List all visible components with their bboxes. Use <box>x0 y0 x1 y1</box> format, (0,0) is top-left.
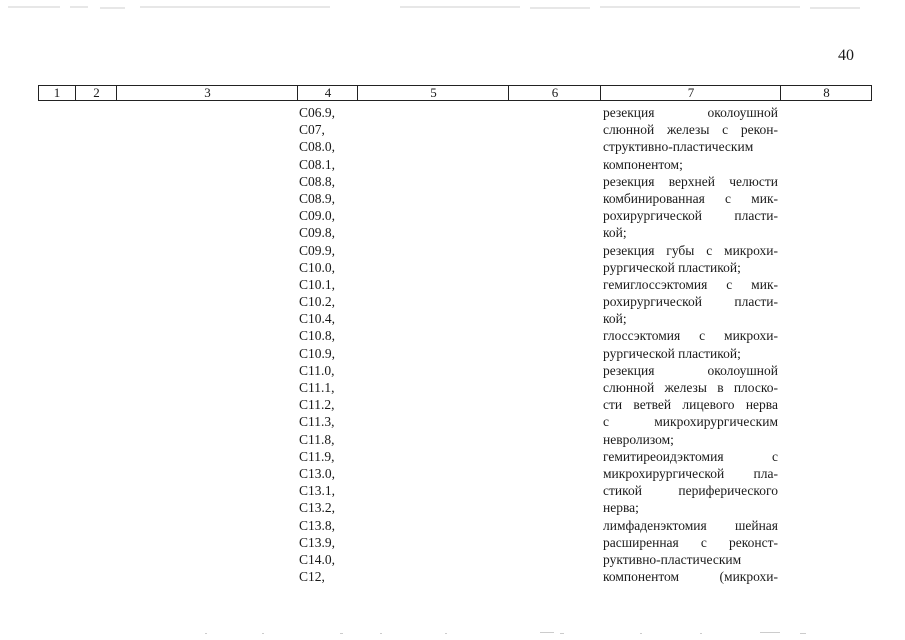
treatment-text-line: невролизом; <box>603 431 674 447</box>
icd-code: C10.2, <box>299 294 336 310</box>
icd-code: C08.8, <box>299 173 336 189</box>
treatment-text-line: рохирургической пласти- <box>603 208 778 224</box>
icd-code: C09.9, <box>299 242 336 258</box>
icd-code: C11.9, <box>299 448 335 464</box>
icd-code: C07, <box>299 122 325 138</box>
icd-code: C11.3, <box>299 414 335 430</box>
treatment-text-line: рохирургической пласти- <box>603 294 778 310</box>
treatment-text-line: стикой периферического <box>603 483 778 499</box>
icd-code: C09.8, <box>299 225 336 241</box>
icd-code: C08.0, <box>299 139 336 155</box>
treatment-text-line: руктивно-пластическим <box>603 551 742 567</box>
header-cell-8: 8 <box>823 85 830 100</box>
icd-code: C14.0, <box>299 551 336 567</box>
header-cell-6: 6 <box>551 85 559 100</box>
treatment-text-line: слюнной железы в плоско- <box>603 380 778 395</box>
treatment-text-line: глоссэктомия с микрохи- <box>603 328 778 344</box>
treatment-text-line: расширенная с реконст- <box>603 534 778 550</box>
icd-code: C10.1, <box>299 276 336 292</box>
icd-code-column <box>299 104 335 585</box>
scan-artifact-bottom <box>0 626 905 640</box>
icd-code: C09.0, <box>299 208 336 224</box>
treatment-text-line: микрохирургической пла- <box>603 465 778 481</box>
icd-code: C08.9, <box>299 190 336 206</box>
treatment-text-line: сти ветвей лицевого нерва <box>603 397 778 413</box>
treatment-text-line: рургической пластикой; <box>603 345 741 361</box>
icd-code: C11.1, <box>299 380 335 395</box>
header-cell-7: 7 <box>687 85 695 100</box>
icd-code: C13.0, <box>299 465 336 481</box>
treatment-text-line: резекция губы с микрохи- <box>603 242 778 258</box>
treatment-text-line: кой; <box>603 311 627 327</box>
treatment-text-line: гемитиреоидэктомия с <box>603 448 778 464</box>
treatment-text-line: комбинированная с мик- <box>603 190 778 206</box>
table-header-row <box>38 85 872 101</box>
icd-code: C11.0, <box>299 362 335 378</box>
treatment-text-line: кой; <box>603 225 627 241</box>
treatment-text-line: лимфаденэктомия шейная <box>603 517 778 533</box>
header-cell-2: 2 <box>93 85 100 100</box>
header-cell-1: 1 <box>53 85 61 100</box>
icd-code: C06.9, <box>299 105 336 120</box>
treatment-methods-column <box>603 104 778 585</box>
treatment-text-line: компонентом (микрохи- <box>603 569 778 585</box>
icd-code: C10.9, <box>299 345 336 361</box>
icd-code: C13.2, <box>299 500 336 516</box>
icd-code: C10.8, <box>299 328 336 344</box>
treatment-text-line: резекция верхней челюсти <box>603 173 778 189</box>
icd-code: C08.1, <box>299 156 336 172</box>
treatment-text-line: резекция околоушной <box>603 362 778 378</box>
treatment-text-line: структивно-пластическим <box>603 139 754 155</box>
icd-code: C13.8, <box>299 517 336 533</box>
icd-code: C11.8, <box>299 431 335 447</box>
treatment-text-line: рургической пластикой; <box>603 259 741 275</box>
treatment-text-line: с микрохирургическим <box>603 414 778 430</box>
treatment-text-line: гемиглоссэктомия с мик- <box>603 276 778 292</box>
treatment-text-line: нерва; <box>603 500 639 516</box>
icd-code: C13.9, <box>299 534 336 550</box>
treatment-text-line: компонентом; <box>603 156 683 172</box>
treatment-text-line: резекция околоушной <box>603 105 778 120</box>
header-cell-4: 4 <box>324 85 332 100</box>
scan-artifact-top <box>0 0 905 14</box>
page-number: 40 <box>838 47 854 64</box>
icd-code: C13.1, <box>299 483 336 499</box>
icd-code: C11.2, <box>299 397 335 413</box>
icd-code: C10.4, <box>299 311 336 327</box>
header-cell-5: 5 <box>430 85 437 100</box>
icd-code: C12, <box>299 569 325 585</box>
treatment-text-line: слюнной железы с рекон- <box>603 122 778 138</box>
icd-code: C10.0, <box>299 259 336 275</box>
header-cell-3: 3 <box>204 85 211 100</box>
